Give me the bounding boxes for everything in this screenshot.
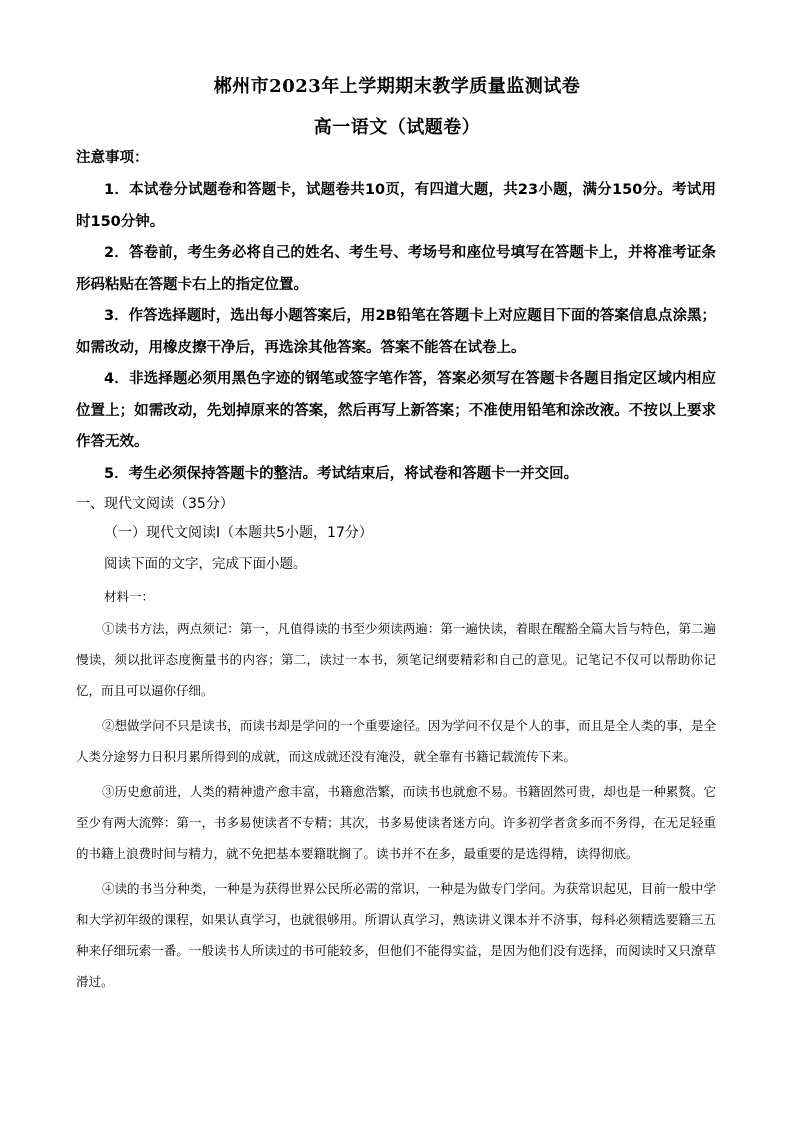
passage-paragraph: ②想做学问不只是读书，而读书却是学问的一个重要途径。因为学问不仅是个人的事，而且是全人类的事，是全人类分途努力日积月累所得到的成就，而这成就还没有淹没，就全靠有书籍记载流传下来。 <box>76 718 716 764</box>
notice-list <box>76 175 716 490</box>
exam-title: 郴州市2023年上学期期末教学质量监测试卷 <box>213 76 581 97</box>
passage-paragraph: ④读的书当分种类，一种是为获得世界公民所必需的常识，一种是为做专门学问。为获常识起见，目前一般中学和大学初年级的课程，如果认真学习，也就很够用。所谓认真学习，熟读讲义课本并不济事，每科必须精选要籍三五种来仔细玩索一番。一般读书人所读过的书可能较多，但他们不能得实益，是因为他们没有选择，而阅读时又只潦草滑过。 <box>76 881 716 989</box>
passage-paragraph: ①读书方法，两点须记：第一，凡值得读的书至少须读两遍：第一遍快读，着眼在醒豁全篇大旨与特色，第二遍慢读，须以批评态度衡量书的内容；第二，读过一本书，须笔记纲要精彩和自己的意见。记笔记不仅可以帮助你记忆，而且可以逼你仔细。 <box>76 621 716 698</box>
notice-heading: 注意事项： <box>76 150 149 166</box>
reading-passage <box>76 613 716 1001</box>
notice-item: 2．答卷前，考生务必将自己的姓名、考生号、考场号和座位号填写在答题卡上，并将准考证条形码粘贴在答题卡右上的指定位置。 <box>76 245 716 293</box>
section-heading: 一、现代文阅读（35分） <box>76 496 234 512</box>
exam-subtitle: 高一语文（试题卷） <box>313 117 481 138</box>
notice-item: 3．作答选择题时，选出每小题答案后，用2B铅笔在答题卡上对应题目下面的答案信息点涂黑；如需改动，用橡皮擦干净后，再选涂其他答案。答案不能答在试卷上。 <box>76 308 716 356</box>
reading-instruction: 阅读下面的文字，完成下面小题。 <box>104 556 307 572</box>
notice-item: 1．本试卷分试题卷和答题卡，试题卷共10页，有四道大题，共23小题，满分150分。考试用时150分钟。 <box>76 182 716 230</box>
notice-item: 5．考生必须保持答题卡的整洁。考试结束后，将试卷和答题卡一并交回。 <box>104 465 579 482</box>
passage-paragraph: ③历史愈前进，人类的精神遗产愈丰富，书籍愈浩繁，而读书也就愈不易。书籍固然可贵，却也是一种累赘。它至少有两大流弊：第一，书多易使读者不专精；其次，书多易使读者迷方向。许多初学者贪多而不务得，在无足轻重的书籍上浪费时间与精力，就不免把基本要籍耽搁了。读书并不在多，最重要的是选得精，读得彻底。 <box>76 784 716 861</box>
material-label: 材料一： <box>104 589 155 604</box>
notice-item: 4．非选择题必须用黑色字迹的钢笔或签字笔作答，答案必须写在答题卡各题目指定区域内相应位置上；如需改动，先划掉原来的答案，然后再写上新答案；不准使用铅笔和涂改液。不按以上要求作答无效。 <box>76 371 716 450</box>
subsection-heading: （一）现代文阅读Ⅰ（本题共5小题，17分） <box>104 525 373 541</box>
